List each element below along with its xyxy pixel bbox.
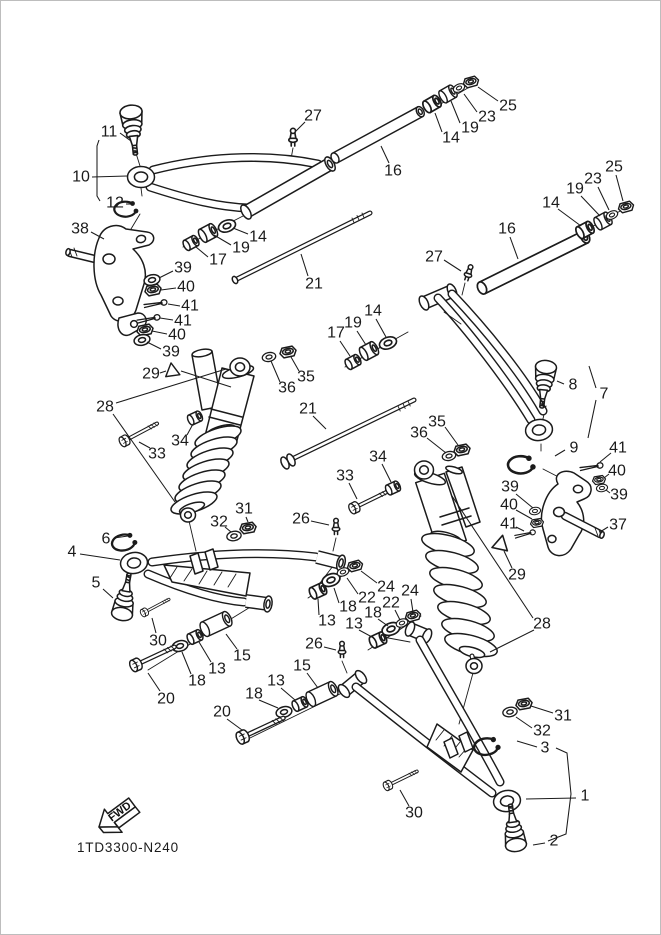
tl-bushing-set bbox=[182, 218, 238, 252]
part-callout-41: 41 bbox=[174, 312, 192, 330]
ball-joint-5 bbox=[111, 572, 140, 623]
leader-line bbox=[307, 673, 318, 688]
bracket-line bbox=[548, 748, 571, 841]
part-callout-27: 27 bbox=[304, 107, 322, 125]
leader-line bbox=[324, 647, 336, 650]
part-callout-10: 10 bbox=[72, 168, 90, 186]
part-callout-20: 20 bbox=[157, 690, 175, 708]
part-callout-14: 14 bbox=[542, 194, 560, 212]
leader-line bbox=[531, 706, 553, 713]
leader-line bbox=[340, 341, 350, 356]
knuckle-38 bbox=[65, 226, 153, 336]
part-callout-24: 24 bbox=[401, 582, 419, 600]
part-callout-13: 13 bbox=[345, 615, 363, 633]
right-tube-hardware bbox=[574, 200, 635, 239]
leader-line bbox=[301, 254, 308, 276]
part-callout-28: 28 bbox=[533, 615, 551, 633]
leader-line bbox=[478, 87, 498, 101]
leader-line bbox=[147, 342, 161, 349]
part-callout-13: 13 bbox=[318, 612, 336, 630]
part-callout-41: 41 bbox=[609, 439, 627, 457]
leader-line bbox=[598, 187, 609, 210]
part-callout-41: 41 bbox=[500, 515, 518, 533]
part-callout-15: 15 bbox=[233, 647, 251, 665]
part-callout-20: 20 bbox=[213, 703, 231, 721]
top-right-hardware bbox=[421, 75, 480, 114]
part-callout-14: 14 bbox=[249, 228, 267, 246]
part-callout-33: 33 bbox=[148, 445, 166, 463]
part-callout-41: 41 bbox=[181, 297, 199, 315]
part-callout-32: 32 bbox=[533, 722, 551, 740]
leader-line bbox=[160, 371, 166, 373]
leader-line bbox=[233, 228, 248, 234]
part-callout-31: 31 bbox=[235, 500, 253, 518]
part-callout-8: 8 bbox=[568, 376, 578, 394]
shock-bolt-left bbox=[118, 410, 204, 448]
part-callout-3: 3 bbox=[540, 739, 550, 757]
part-callout-29: 29 bbox=[508, 566, 526, 584]
part-callout-39: 39 bbox=[501, 478, 519, 496]
leader-line bbox=[516, 717, 532, 728]
grease-fitting-27-top bbox=[289, 128, 297, 146]
part-callout-30: 30 bbox=[149, 632, 167, 650]
part-callout-40: 40 bbox=[608, 462, 626, 480]
part-callout-12: 12 bbox=[106, 194, 124, 212]
part-callout-39: 39 bbox=[174, 259, 192, 277]
drawing-number: 1TD3300-N240 bbox=[77, 840, 179, 855]
part-callout-19: 19 bbox=[461, 119, 479, 137]
leader-line bbox=[526, 798, 576, 799]
part-callout-40: 40 bbox=[177, 278, 195, 296]
leader-line bbox=[349, 483, 357, 499]
leader-line bbox=[382, 464, 391, 482]
leader-line bbox=[196, 247, 208, 257]
ring-10 bbox=[128, 167, 155, 188]
part-callout-16: 16 bbox=[384, 162, 402, 180]
lower-a-arm-left bbox=[119, 549, 347, 612]
leader-line bbox=[444, 260, 461, 271]
fwd-label: FWD bbox=[106, 799, 134, 825]
part-callout-17: 17 bbox=[209, 251, 227, 269]
grease-fitting-27-right bbox=[463, 264, 475, 282]
part-callout-38: 38 bbox=[71, 220, 89, 238]
pivot-tube-16-top bbox=[329, 105, 426, 164]
part-callout-1: 1 bbox=[580, 787, 590, 805]
leader-line bbox=[581, 196, 600, 216]
ball-joint-11 bbox=[119, 104, 146, 156]
part-callout-37: 37 bbox=[609, 516, 627, 534]
leader-line bbox=[168, 304, 180, 306]
part-callout-25: 25 bbox=[605, 158, 623, 176]
upper-left-a-arm bbox=[128, 155, 338, 221]
leader-line bbox=[411, 599, 413, 612]
fwd-arrow-icon bbox=[99, 798, 140, 833]
leader-line bbox=[80, 554, 120, 560]
part-callout-18: 18 bbox=[364, 604, 382, 622]
part-callout-18: 18 bbox=[245, 685, 263, 703]
leader-line bbox=[381, 146, 389, 163]
part-callout-19: 19 bbox=[232, 239, 250, 257]
part-callout-22: 22 bbox=[358, 589, 376, 607]
part-callout-32: 32 bbox=[210, 513, 228, 531]
part-callout-24: 24 bbox=[377, 578, 395, 596]
leader-line bbox=[464, 94, 477, 112]
mid-bushing-set bbox=[344, 335, 399, 371]
leader-line bbox=[510, 237, 518, 259]
part-callout-22: 22 bbox=[382, 594, 400, 612]
leader-line bbox=[227, 719, 242, 730]
leader-line bbox=[313, 416, 326, 429]
part-callout-40: 40 bbox=[500, 496, 518, 514]
part-callout-14: 14 bbox=[442, 129, 460, 147]
part-callout-18: 18 bbox=[188, 672, 206, 690]
leader-line bbox=[516, 494, 533, 508]
leader-line bbox=[517, 741, 537, 747]
leader-line bbox=[558, 209, 581, 226]
warning-triangle-left bbox=[164, 362, 180, 377]
part-callout-15: 15 bbox=[293, 657, 311, 675]
leader-line bbox=[152, 618, 156, 633]
leader-line bbox=[159, 271, 173, 278]
leader-line bbox=[214, 235, 231, 245]
shock-top-hardware-left bbox=[261, 346, 297, 363]
part-callout-39: 39 bbox=[610, 486, 628, 504]
part-callout-34: 34 bbox=[369, 448, 387, 466]
part-callout-16: 16 bbox=[498, 220, 516, 238]
leader-line bbox=[451, 101, 460, 123]
leader-line bbox=[361, 571, 377, 583]
leader-line bbox=[311, 521, 329, 525]
part-callout-23: 23 bbox=[584, 170, 602, 188]
part-callout-17: 17 bbox=[327, 324, 345, 342]
part-callout-34: 34 bbox=[171, 432, 189, 450]
part-callout-11: 11 bbox=[100, 123, 118, 141]
part-callout-18: 18 bbox=[339, 598, 357, 616]
part-callout-9: 9 bbox=[569, 439, 579, 457]
leader-line bbox=[557, 381, 564, 384]
part-callout-31: 31 bbox=[554, 707, 572, 725]
snap-ring-9 bbox=[508, 456, 534, 473]
leader-line bbox=[281, 688, 295, 700]
part-callout-2: 2 bbox=[549, 832, 559, 850]
part-callout-27: 27 bbox=[425, 248, 443, 266]
part-callout-33: 33 bbox=[336, 467, 354, 485]
part-callout-36: 36 bbox=[410, 424, 428, 442]
part-callout-30: 30 bbox=[405, 804, 423, 822]
leader-line bbox=[600, 527, 608, 532]
part-callout-21: 21 bbox=[299, 400, 317, 418]
part-callout-25: 25 bbox=[499, 97, 517, 115]
leader-line bbox=[182, 652, 191, 674]
leader-line bbox=[347, 578, 358, 594]
part-callout-35: 35 bbox=[428, 413, 446, 431]
leader-line bbox=[161, 288, 176, 290]
leader-line bbox=[376, 319, 386, 337]
part-callout-40: 40 bbox=[168, 326, 186, 344]
part-callout-39: 39 bbox=[162, 343, 180, 361]
part-callout-14: 14 bbox=[364, 302, 382, 320]
callout-layer bbox=[68, 87, 628, 850]
leader-line bbox=[533, 843, 545, 845]
pivot-tube-16-right bbox=[475, 229, 591, 295]
part-callout-23: 23 bbox=[478, 108, 496, 126]
part-callout-35: 35 bbox=[297, 368, 315, 386]
page-border bbox=[1, 1, 661, 935]
part-callout-19: 19 bbox=[344, 314, 362, 332]
part-callout-7: 7 bbox=[599, 385, 609, 403]
leader-line bbox=[445, 427, 458, 445]
part-callout-6: 6 bbox=[101, 530, 111, 548]
leader-line bbox=[199, 642, 211, 662]
leader-line bbox=[357, 331, 366, 345]
part-callout-13: 13 bbox=[267, 672, 285, 690]
circlip-6 bbox=[111, 533, 137, 553]
part-callout-28: 28 bbox=[96, 398, 114, 416]
leader-line bbox=[395, 610, 400, 620]
leader-line bbox=[148, 673, 160, 691]
part-callout-26: 26 bbox=[305, 635, 323, 653]
leader-line bbox=[160, 318, 173, 320]
leader-line bbox=[589, 366, 596, 388]
part-callout-36: 36 bbox=[278, 379, 296, 397]
shock-bolt-right bbox=[347, 480, 402, 515]
leader-line bbox=[103, 589, 113, 598]
part-callout-13: 13 bbox=[208, 660, 226, 678]
part-callout-19: 19 bbox=[566, 180, 584, 198]
part-callout-21: 21 bbox=[305, 275, 323, 293]
leader-line bbox=[490, 630, 534, 652]
leader-line bbox=[435, 113, 442, 132]
leader-line bbox=[555, 450, 565, 456]
leader-line bbox=[427, 438, 446, 453]
part-callout-4: 4 bbox=[67, 543, 77, 561]
leader-line bbox=[246, 517, 248, 522]
part-callout-29: 29 bbox=[142, 365, 160, 383]
leader-line bbox=[152, 331, 167, 334]
leader-line bbox=[588, 400, 596, 438]
bolt-21-top bbox=[231, 213, 370, 284]
leader-line bbox=[616, 175, 623, 201]
part-callout-5: 5 bbox=[91, 574, 101, 592]
warning-triangle-right bbox=[492, 534, 510, 551]
part-callout-26: 26 bbox=[292, 510, 310, 528]
leader-line bbox=[504, 551, 512, 568]
bracket-line bbox=[97, 140, 100, 201]
